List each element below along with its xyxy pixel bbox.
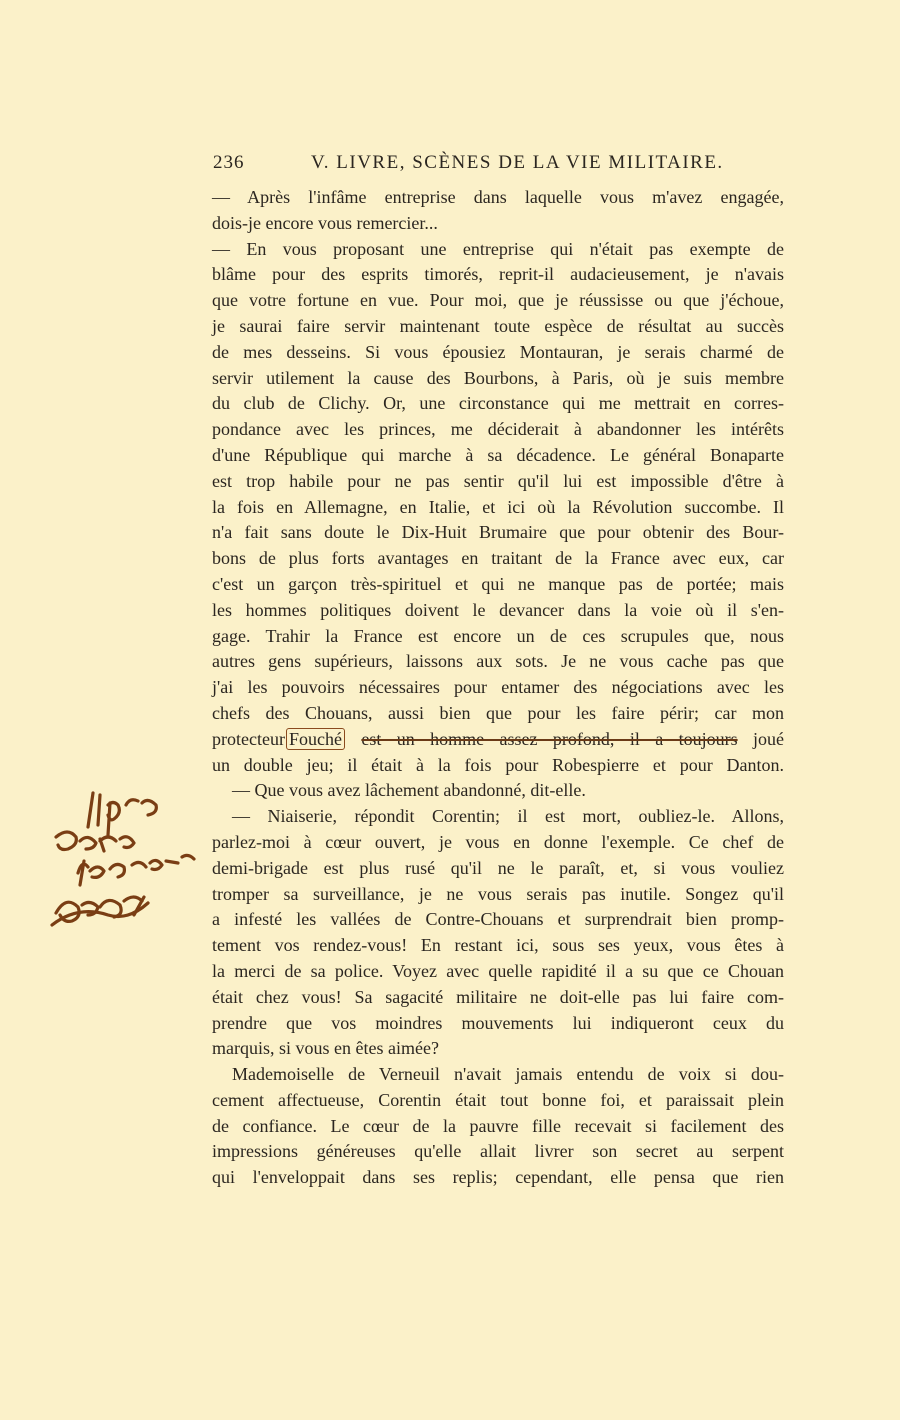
handwritten-marginalia [38,775,213,950]
text-line: gage. Trahir la France est encore un de ces scrupules que, nous [212,625,784,646]
fouche-post: joué [753,728,785,749]
text-line: — En vous proposant une entreprise qui n'était pas exempte de [212,238,784,259]
text-line: blâme pour des esprits timorés, reprit-il audacieusement, je n'avais [212,264,784,285]
text-line: je saurai faire servir maintenant toute espèce de résultat au succès [212,315,784,336]
text-line: tromper sa surveillance, je ne vous serais pas inutile. Songez qu'il [212,883,784,904]
text-line: autres gens supérieurs, laissons aux sots. Je ne vous cache pas que [212,651,784,672]
text-line: la merci de sa police. Voyez avec quelle rapidité il a su que ce Chouan [212,960,784,981]
text-line: c'est un garçon très-spirituel et qui ne manque pas de portée; mais [212,573,784,594]
text-line: dois-je encore vous remercier... [212,212,438,233]
text-line: Mademoiselle de Verneuil n'avait jamais entendu de voix si dou- [232,1064,784,1085]
text-line: — Après l'infâme entreprise dans laquelle vous m'avez engagée, [212,187,784,207]
text-line: tement vos rendez-vous! En restant ici, sous ses yeux, vous êtes à [212,935,784,956]
text-line: est trop habile pour ne pas sentir qu'il lui est impossible d'être à [212,470,784,491]
text-line: d'une République qui marche à sa décadence. Le général Bonaparte [212,444,784,465]
text-line: parlez-moi à cœur ouvert, je vous en donne l'exemple. Ce chef de [212,831,784,852]
text-line: — Niaiserie, répondit Corentin; il est mort, oubliez-le. Allons, [232,806,784,827]
text-line: bons de plus forts avantages en traitant de la France avec eux, car [212,548,784,569]
text-line: de mes desseins. Si vous épousiez Montauran, je serais charmé de [212,341,784,362]
text-line: servir utilement la cause des Bourbons, à Paris, où je suis membre [212,367,784,388]
text-line: demi-brigade est plus rusé qu'il ne le paraît, et, si vous vouliez [212,857,784,878]
text-line: la fois en Allemagne, en Italie, et ici où la Révolution succombe. Il [212,496,784,517]
page-number: 236 [213,152,245,173]
text-line: de confiance. Le cœur de la pauvre fille recevait si facilement des [212,1115,784,1136]
text-line: pondance avec les princes, me déciderait à abandonner les intérêts [212,419,784,440]
marginalia-scribble [38,775,213,950]
text-line-fouche [212,727,784,753]
text-line: qui l'enveloppait dans ses replis; cependant, elle pensa que rien [212,1167,784,1188]
text-line: chefs des Chouans, aussi bien que pour les faire périr; car mon [212,702,784,723]
fouche-pre: protecteur [212,728,285,749]
running-title: V. LIVRE, SCÈNES DE LA VIE MILITAIRE. [311,152,724,173]
text-line: que votre fortune en vue. Pour moi, que je réussisse ou que j'échoue, [212,290,784,311]
text-line: un double jeu; il était à la fois pour Robespierre et pour Danton. [212,754,784,775]
text-line: les hommes politiques doivent le devancer dans la voie où il s'en- [212,599,784,620]
text-line: prendre que vos moindres mouvements lui indiqueront ceux du [212,1012,784,1033]
text-line: — Que vous avez lâchement abandonné, dit-elle. [232,780,586,801]
fouche-boxed: Fouché [286,728,345,750]
text-line: a infesté les vallées de Contre-Chouans et surprendrait bien promp- [212,909,784,930]
text-line: du club de Clichy. Or, une circonstance qui me mettrait en corres- [212,393,784,414]
struck-text: est un homme assez profond, il a toujours [361,728,738,749]
text-line: impressions généreuses qu'elle allait livrer son secret au serpent [212,1141,784,1162]
text-line: était chez vous! Sa sagacité militaire ne doit-elle pas lui faire com- [212,986,784,1007]
text-line: n'a fait sans doute le Dix-Huit Brumaire que pour obtenir des Bour- [212,522,784,543]
body-text [212,185,784,1191]
text-line: marquis, si vous en êtes aimée? [212,1038,439,1059]
text-line: j'ai les pouvoirs nécessaires pour entamer des négociations avec les [212,677,784,698]
text-line: cement affectueuse, Corentin était tout bonne foi, et paraissait plein [212,1089,784,1110]
